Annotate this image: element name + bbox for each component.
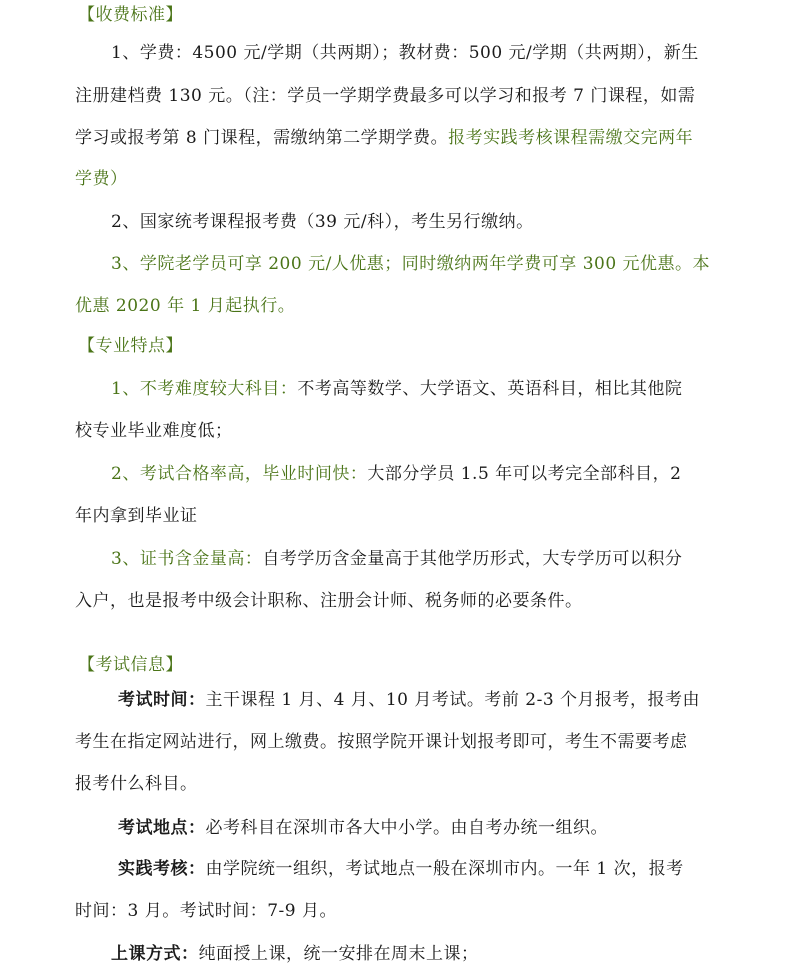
exam-time-line-2: 考生在指定网站进行，网上缴费。按照学院开课计划报考即可，考生不需要考虑: [75, 732, 688, 752]
exam-time-text: 主干课程 1 月、4 月、10 月考试。考前 2-3 个月报考，报考由: [205, 690, 701, 710]
exam-class-label: 上课方式：: [111, 944, 199, 964]
fees-heading: 【收费标准】: [78, 5, 183, 25]
feature-2-line-1: [111, 463, 682, 485]
exam-time-line-1: [118, 689, 700, 711]
feature-3-line-2: 入户，也是报考中级会计职称、注册会计师、税务师的必要条件。: [75, 591, 583, 611]
exam-place-text: 必考科目在深圳市各大中小学。由自考办统一组织。: [205, 818, 608, 838]
exam-time-line-3: 报考什么科目。: [75, 774, 198, 794]
exam-class-text: 纯面授上课，统一安排在周末上课；: [198, 944, 479, 964]
feature-1-text: 不考高等数学、大学语文、英语科目，相比其他院: [297, 379, 683, 399]
fees-item-2: 2、国家统考课程报考费（39 元/科），考生另行缴纳。: [111, 212, 534, 232]
exam-time-label: 考试时间：: [118, 690, 206, 710]
fees-item-3-line-1: 3、学院老学员可享 200 元/人优惠；同时缴纳两年学费可享 300 元优惠。本: [111, 254, 711, 274]
exam-practice-label: 实践考核：: [118, 859, 206, 879]
fees-item-1-line-1: 1、学费：4500 元/学期（共两期）；教材费：500 元/学期（共两期），新生: [111, 43, 699, 63]
feature-3-label: 3、证书含金量高：: [111, 549, 263, 569]
fees-item-3-line-2: 优惠 2020 年 1 月起执行。: [75, 296, 296, 316]
feature-1-line-1: [111, 378, 682, 400]
fees-item-1-line-3: [75, 127, 693, 149]
exam-class: [111, 943, 479, 965]
feature-2-text: 大部分学员 1.5 年可以考完全部科目，2: [367, 464, 682, 484]
exam-practice-text: 由学院统一组织，考试地点一般在深圳市内。一年 1 次，报考: [205, 859, 684, 879]
feature-3-line-1: [111, 548, 682, 570]
fees-item-1-line-2: 注册建档费 130 元。（注：学员一学期学费最多可以学习和报考 7 门课程，如需: [75, 86, 696, 106]
feature-2-line-2: 年内拿到毕业证: [75, 506, 198, 526]
feature-1-label: 1、不考难度较大科目：: [111, 379, 298, 399]
feature-1-line-2: 校专业毕业难度低；: [75, 421, 233, 441]
feature-2-label: 2、考试合格率高，毕业时间快：: [111, 464, 368, 484]
exam-heading: 【考试信息】: [78, 655, 183, 675]
fees-item-1-line-4: 学费）: [75, 169, 128, 189]
exam-practice-line-1: [118, 858, 684, 880]
fees-item-1-highlight: 报考实践考核课程需缴交完两年: [448, 128, 694, 148]
feature-3-text: 自考学历含金量高于其他学历形式，大专学历可以积分: [262, 549, 683, 569]
features-heading: 【专业特点】: [78, 336, 183, 356]
fees-item-1-line-3-text: 学习或报考第 8 门课程，需缴纳第二学期学费。: [75, 128, 449, 148]
exam-place-label: 考试地点：: [118, 818, 206, 838]
exam-place: [118, 817, 608, 839]
exam-practice-line-2: 时间：3 月。考试时间：7-9 月。: [75, 901, 337, 921]
